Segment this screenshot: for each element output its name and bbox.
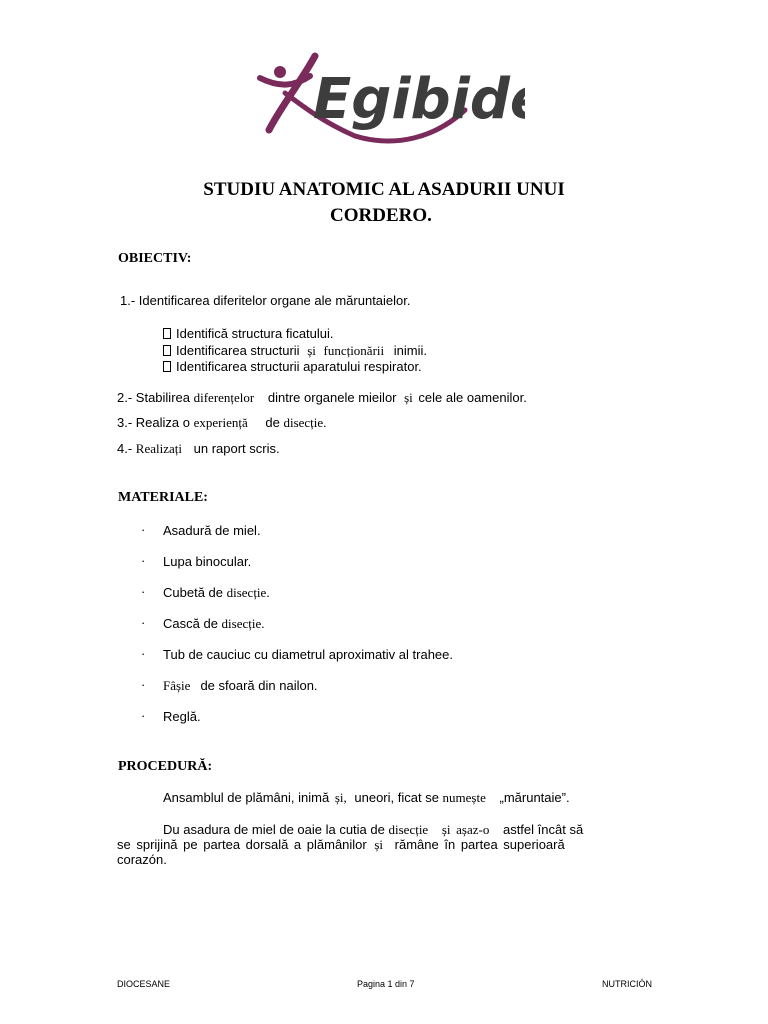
bullet-icon: · <box>141 522 146 537</box>
footer-right: NUTRICIÓN <box>602 979 652 989</box>
footer-left: DIOCESANE <box>117 979 171 989</box>
objective-3: 3.- Realiza o experiență de disecție. <box>117 415 327 430</box>
procedure-paragraph-2: Du asadura de miel de oaie la cutia de disecție și așaz-o astfel încât să se sprijină pe partea dorsală a plămânilor și rămâne în partea superioară corazón. <box>117 822 584 867</box>
bullet-icon: · <box>141 677 146 692</box>
checkbox-icon <box>163 361 171 372</box>
bullet-icon: · <box>141 615 146 630</box>
material-item: Lupa binocular. <box>163 554 252 569</box>
objective-sub-3: Identificarea structurii aparatului respirator. <box>163 359 422 374</box>
logo-figure-icon <box>255 48 525 153</box>
footer-page-number: Pagina 1 din 7 <box>357 979 415 989</box>
objective-1: 1.- Identificarea diferitelor organe ale măruntaielor. <box>120 293 411 308</box>
checkbox-icon <box>163 345 171 356</box>
bullet-icon: · <box>141 553 146 568</box>
material-item: Fâșie de sfoară din nailon. <box>163 678 318 693</box>
material-item: Cubetă de disecție. <box>163 585 270 600</box>
materials-heading: MATERIALE: <box>118 490 208 505</box>
checkbox-icon <box>163 328 171 339</box>
objective-sub-2: Identificarea structurii și funcționării inimii. <box>163 343 427 359</box>
objective-sub-1: Identifică structura ficatului. <box>163 326 334 341</box>
procedure-heading: PROCEDURĂ: <box>118 759 213 774</box>
objective-2: 2.- Stabilirea diferențelor dintre organele mieilor și cele ale oamenilor. <box>117 390 527 405</box>
egibide-logo <box>255 48 525 153</box>
objective-4: 4.- Realizați un raport scris. <box>117 441 280 456</box>
material-item: Cască de disecție. <box>163 616 265 631</box>
material-item: Asadură de miel. <box>163 523 261 538</box>
bullet-icon: · <box>141 708 146 723</box>
bullet-icon: · <box>141 646 146 661</box>
document-title-line2: CORDERO. <box>330 205 432 226</box>
bullet-icon: · <box>141 584 146 599</box>
material-item: Tub de cauciuc cu diametrul aproximativ al trahee. <box>163 647 453 662</box>
svg-text:Egibide: Egibide <box>313 67 525 132</box>
document-title-line1: STUDIU ANATOMIC AL ASADURII UNUI <box>203 179 565 200</box>
procedure-paragraph-1: Ansamblul de plămâni, inimă și, uneori, ficat se numește „măruntaie”. <box>163 790 570 805</box>
material-item: Reglă. <box>163 709 201 724</box>
objectives-heading: OBIECTIV: <box>118 251 192 266</box>
